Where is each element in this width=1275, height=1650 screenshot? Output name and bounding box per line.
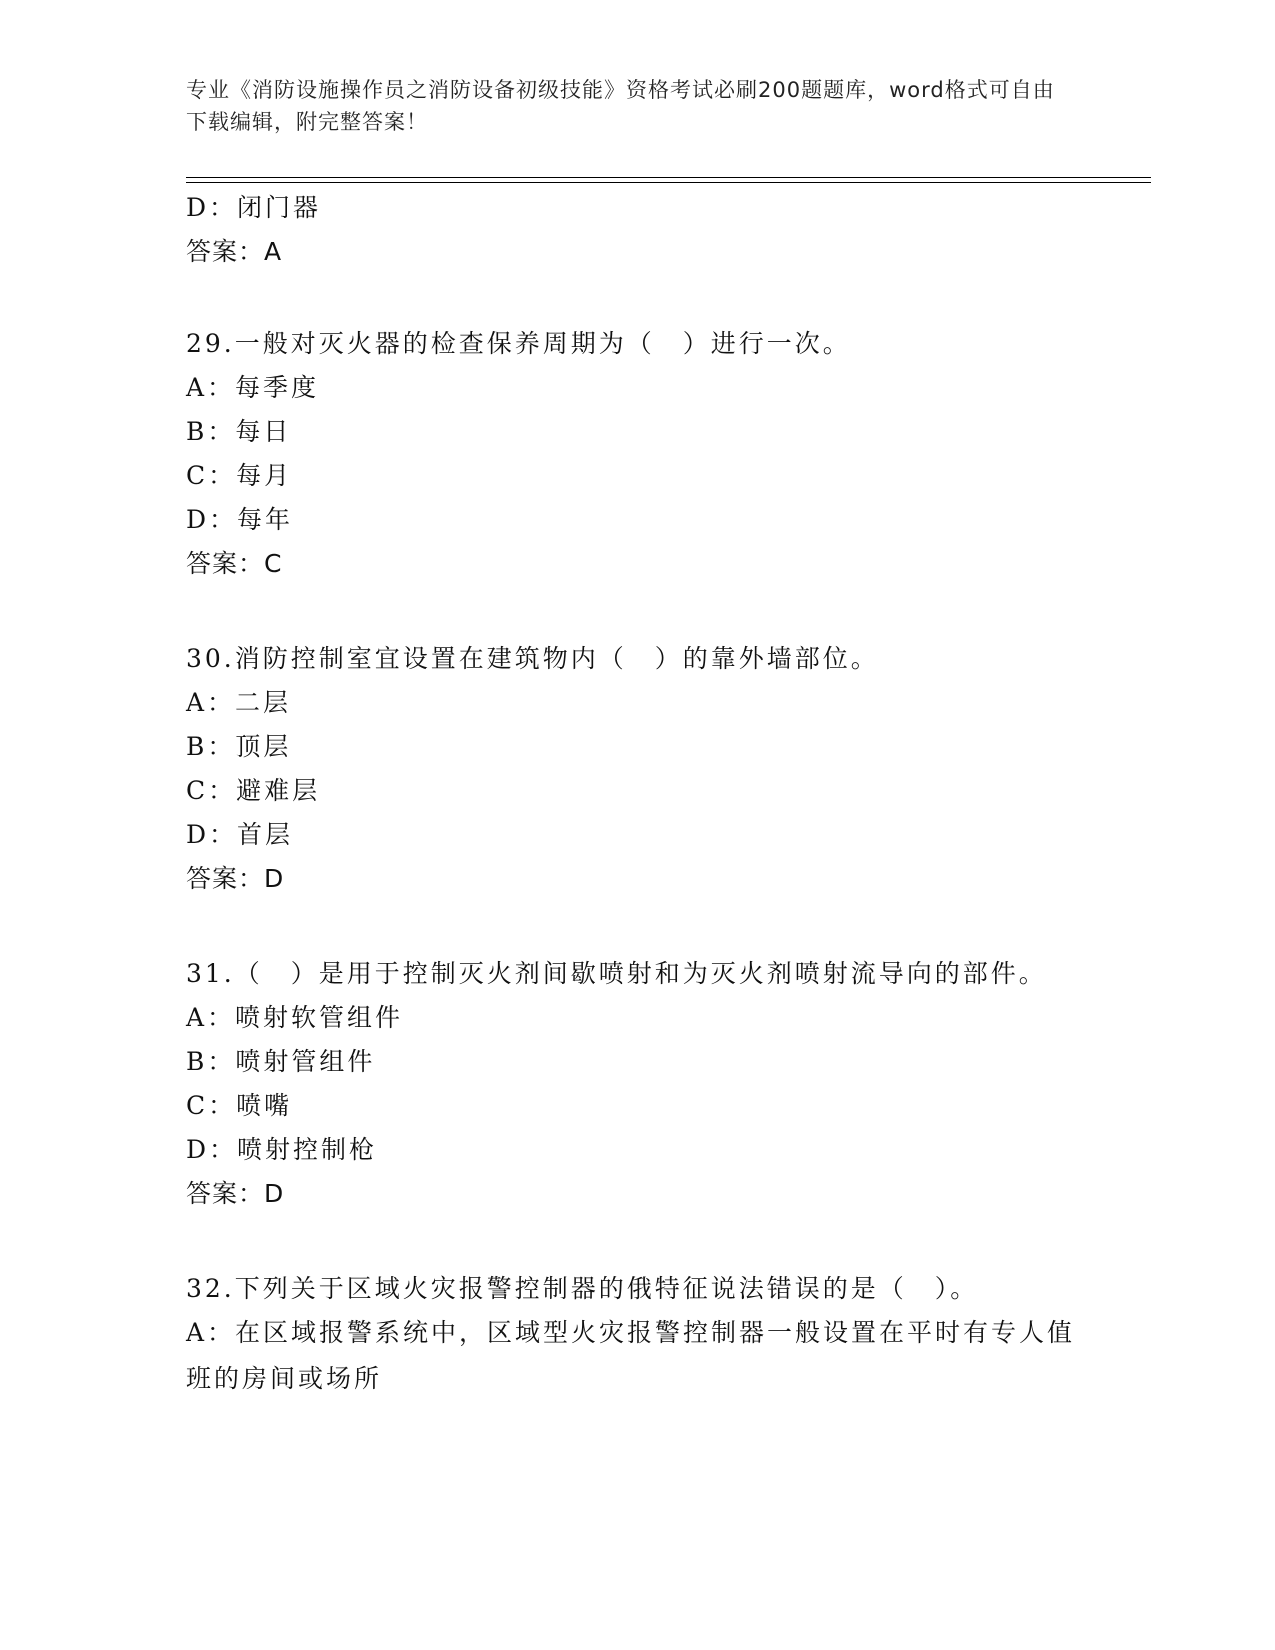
q32-option-a: A：在区域报警系统中，区域型火灾报警控制器一般设置在平时有专人值班的房间或场所 <box>186 1318 1076 1393</box>
q30-option-b: B：顶层 <box>186 732 292 761</box>
q30-option-a: A：二层 <box>186 688 292 717</box>
q29-question: 29.一般对灭火器的检查保养周期为（ ）进行一次。 <box>186 329 851 358</box>
q29-option-a: A：每季度 <box>186 373 320 402</box>
q31-question: 31.（ ）是用于控制灭火剂间歇喷射和为灭火剂喷射流导向的部件。 <box>186 959 1047 988</box>
q29-option-b: B：每日 <box>186 417 292 446</box>
document-header: 专业《消防设施操作员之消防设备初级技能》资格考试必刷200题题库，word格式可自由下载编辑，附完整答案！ <box>186 78 1055 134</box>
q31-option-c: C：喷嘴 <box>186 1091 293 1120</box>
q30-question: 30.消防控制室宜设置在建筑物内（ ）的靠外墙部位。 <box>186 644 879 673</box>
q28-answer: 答案：A <box>186 237 283 266</box>
q29-option-d: D：每年 <box>186 505 294 534</box>
q28-option-d: D：闭门器 <box>186 193 322 222</box>
q30-option-c: C：避难层 <box>186 776 321 805</box>
q31-option-a: A：喷射软管组件 <box>186 1003 404 1032</box>
header-rule-top <box>186 177 1151 178</box>
header-rule-bottom <box>186 182 1151 183</box>
q31-answer: 答案：D <box>186 1179 285 1208</box>
q29-answer: 答案：C <box>186 549 283 578</box>
q31-option-b: B：喷射管组件 <box>186 1047 376 1076</box>
q30-answer: 答案：D <box>186 864 285 893</box>
q32-question: 32.下列关于区域火灾报警控制器的俄特征说法错误的是（ ）。 <box>186 1274 979 1303</box>
q29-option-c: C：每月 <box>186 461 293 490</box>
q30-option-d: D：首层 <box>186 820 294 849</box>
q31-option-d: D：喷射控制枪 <box>186 1135 378 1164</box>
